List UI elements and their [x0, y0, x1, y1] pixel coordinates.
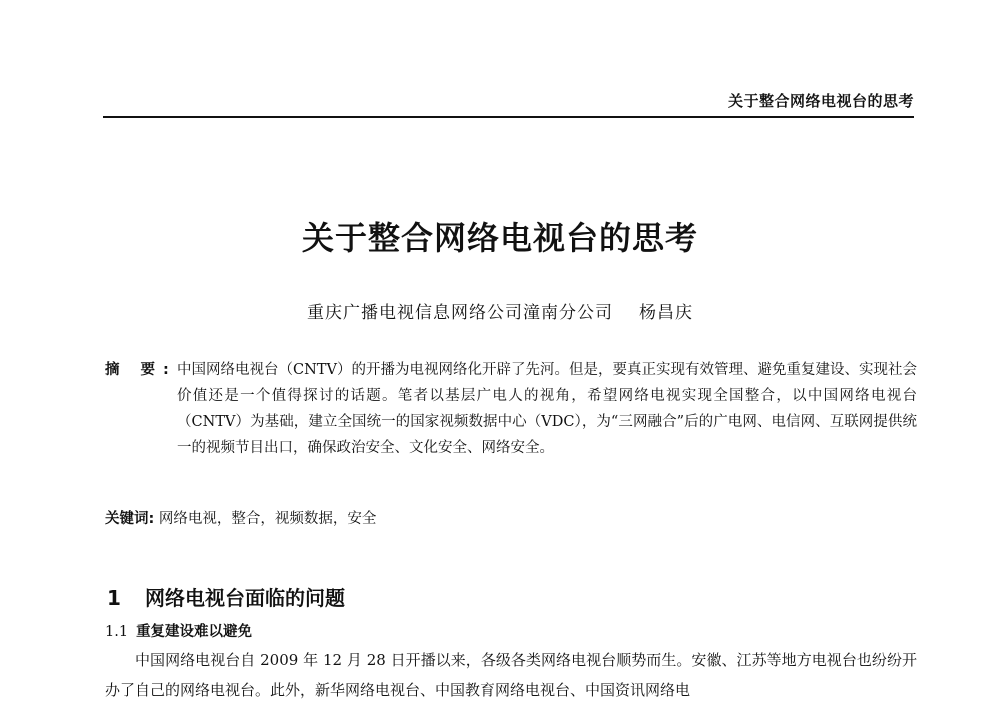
abstract [105, 357, 917, 461]
section-number: 1 [107, 586, 121, 610]
subsection-title: 重复建设难以避免 [136, 624, 253, 640]
subsection-heading [105, 620, 252, 641]
abstract-text: 中国网络电视台（CNTV）的开播为电视网络化开辟了先河。但是，要真正实现有效管理、避免重复建设、实现社会价值还是一个值得探讨的话题。笔者以基层广电人的视角，希望网络电视实现全国整合，以中国网络电视台（CNTV）为基础，建立全国统一的国家视频数据中心（VDC），为“三网融合”后的广电网、电信网、互联网提供统一的视频节目出口，确保政治安全、文化安全、网络安全。 [177, 362, 917, 456]
keywords [105, 506, 917, 532]
paper-title: 关于整合网络电视台的思考 [301, 219, 698, 257]
section-heading [107, 582, 345, 611]
author-name: 杨昌庆 [639, 303, 693, 323]
keywords-label: 关键词: [105, 511, 155, 527]
header-rule [103, 116, 914, 118]
abstract-label: 摘 要: [105, 362, 177, 378]
subsection-number: 1.1 [105, 624, 129, 640]
section-title: 网络电视台面临的问题 [145, 586, 345, 610]
author-line [0, 298, 1000, 323]
body-paragraph: 中国网络电视台自 2009 年 12 月 28 日开播以来，各级各类网络电视台顺势而生。安徽、江苏等地方电视台也纷纷开办了自己的网络电视台。此外，新华网络电视台、中国教育网络电视台、中国资讯网络电 [105, 651, 917, 699]
keywords-text: 网络电视，整合，视频数据，安全 [158, 511, 377, 527]
running-header: 关于整合网络电视台的思考 [727, 92, 914, 110]
affiliation: 重庆广播电视信息网络公司潼南分公司 [307, 303, 613, 323]
